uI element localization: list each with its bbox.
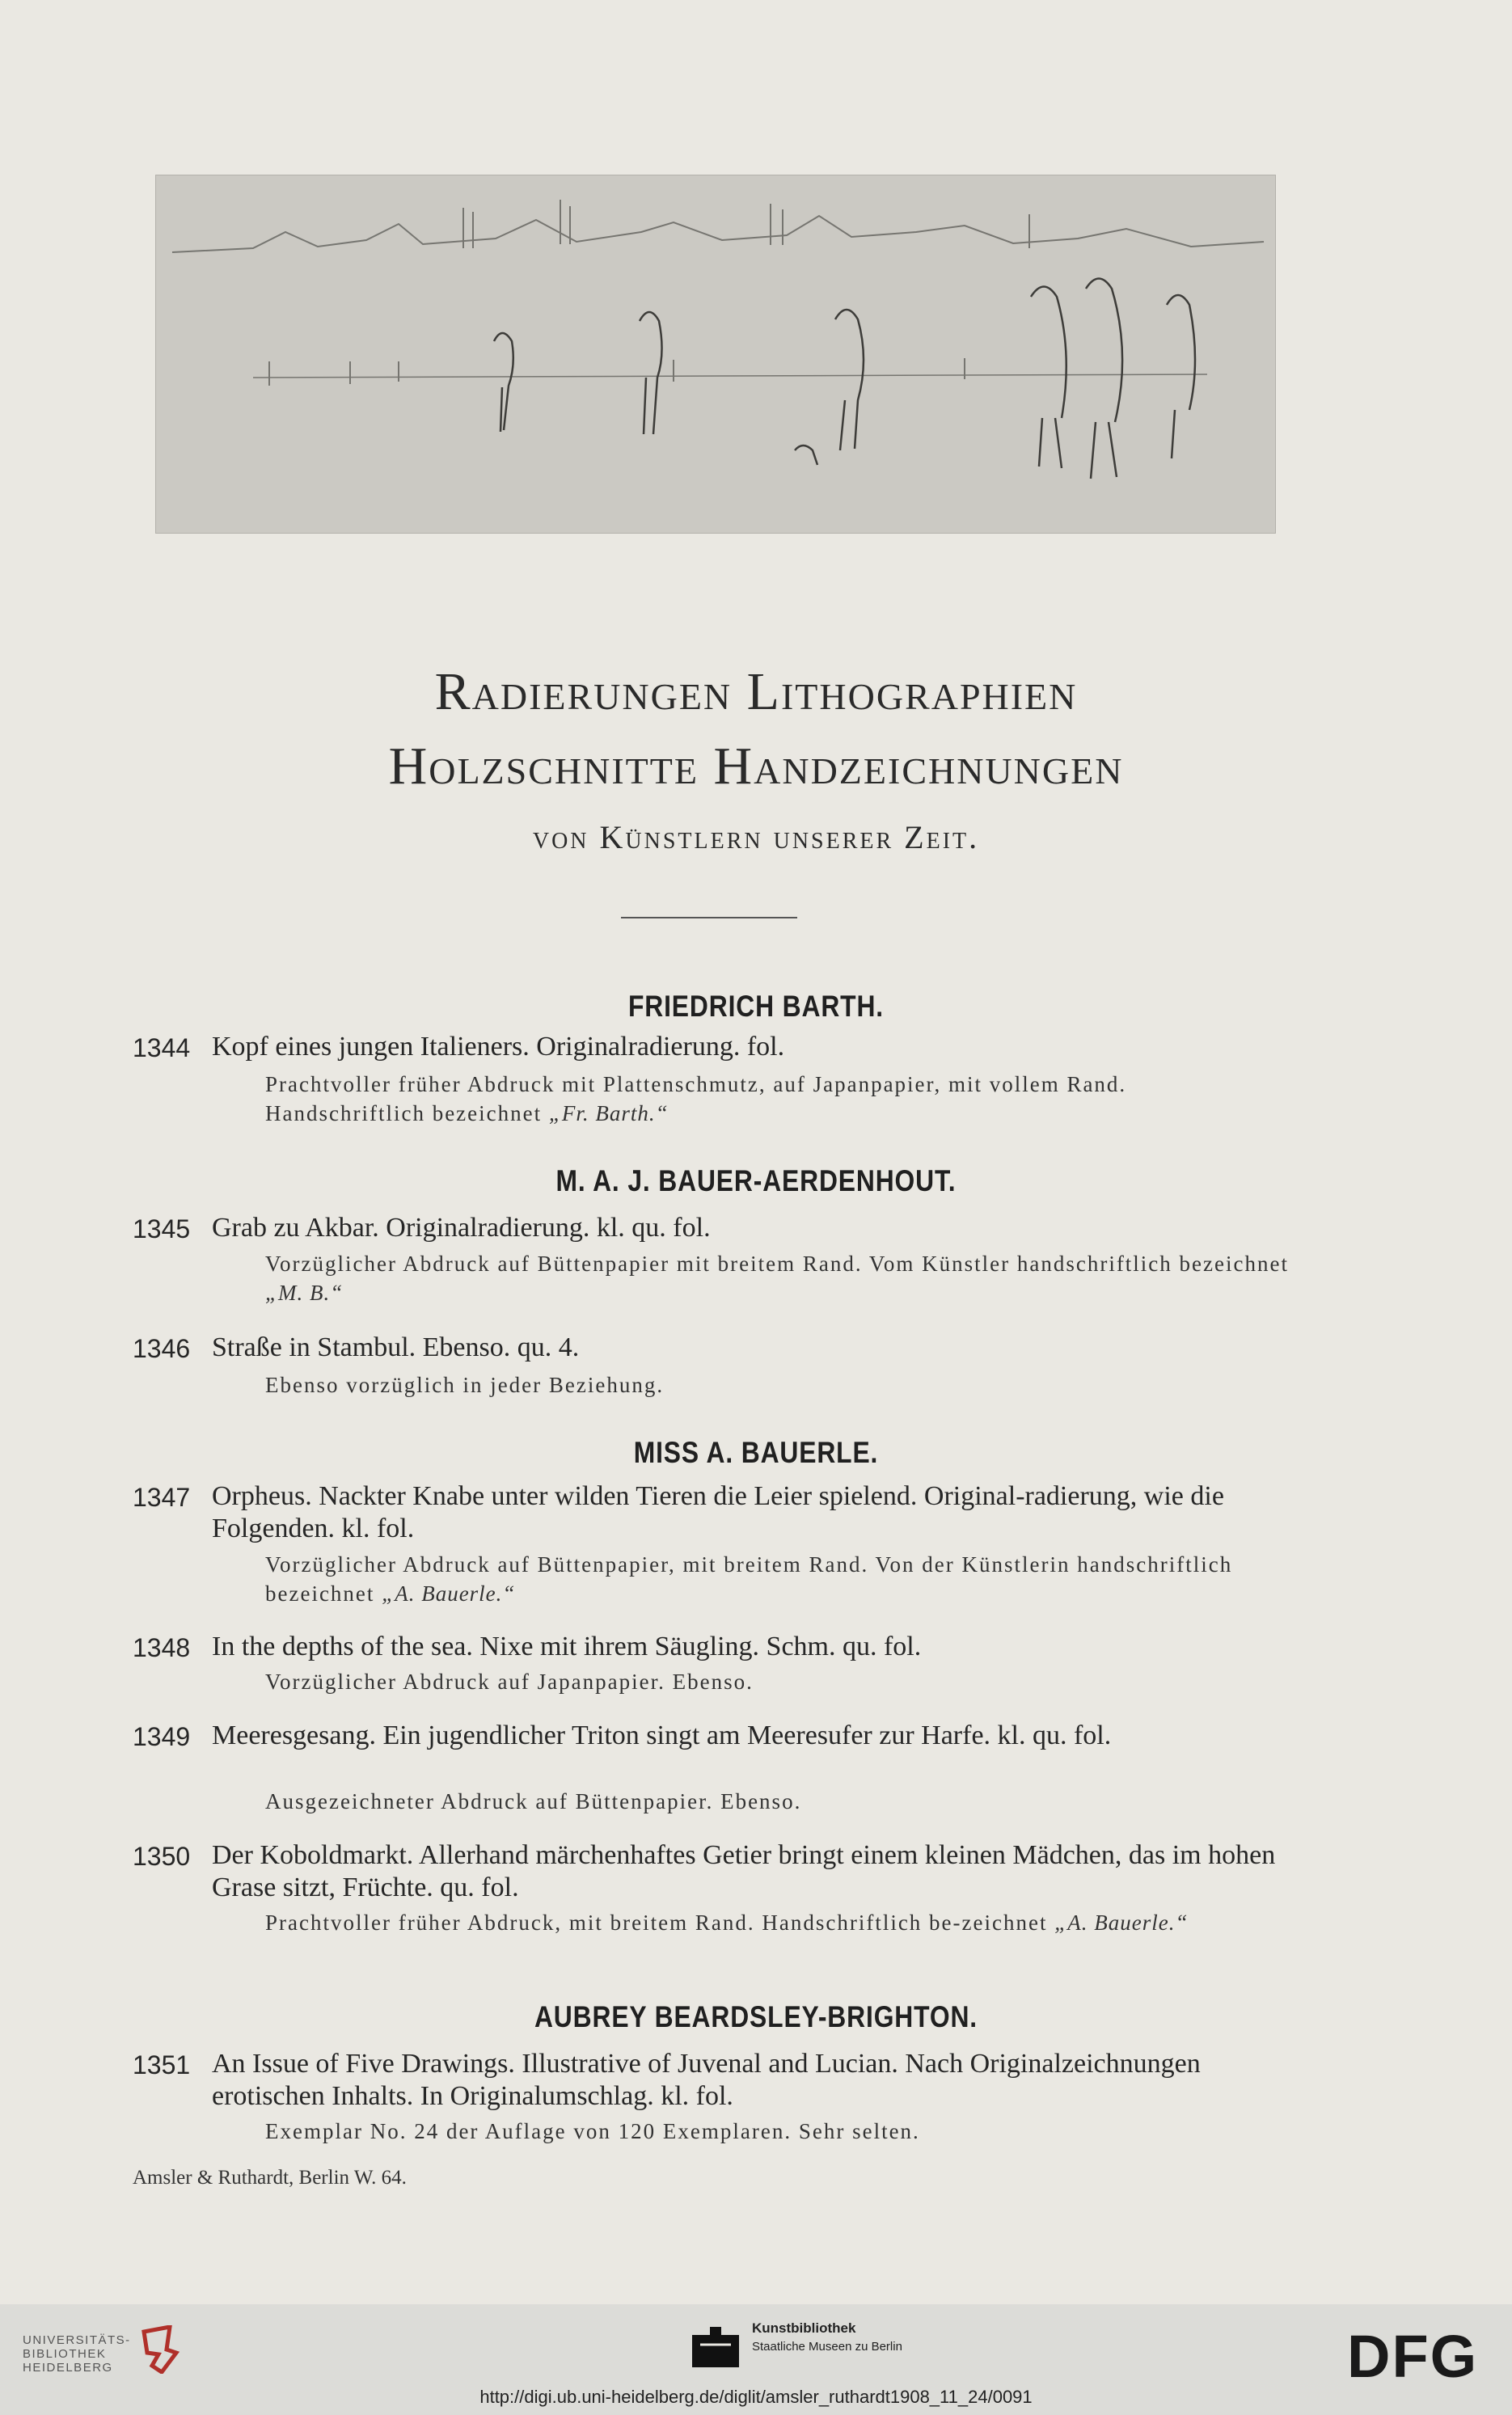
page-url[interactable]: http://digi.ub.uni-heidelberg.de/diglit/amsler_ruthardt1908_11_24/0091 (479, 2387, 1033, 2407)
entry-title: Der Koboldmarkt. Allerhand märchenhaftes Getier bringt einem kleinen Mädchen, das im hohen Grase sitzt, Früchte. qu. fol. (212, 1840, 1276, 1902)
artist-heading: FRIEDRICH BARTH. (627, 990, 885, 1023)
entry-number: 1347 (133, 1483, 191, 1512)
entry-title: In the depths of the sea. Nixe mit ihrem Säugling. Schm. qu. fol. (212, 1632, 922, 1661)
university-seal-icon (137, 2325, 183, 2374)
artist-heading: MISS A. BAUERLE. (633, 1436, 879, 1469)
entry-title: Straße in Stambul. Ebenso. qu. 4. (212, 1332, 580, 1362)
entry-title: Grab zu Akbar. Originalradierung. kl. qu. fol. (212, 1213, 711, 1243)
signature-text: „A. Bauerle.“ (382, 1581, 516, 1606)
signature-text: „A. Bauerle.“ (1054, 1910, 1189, 1935)
heading-line-1: Radierungen Lithographien (434, 662, 1078, 721)
artist-heading: M. A. J. BAUER-AERDENHOUT. (555, 1164, 957, 1197)
uni-logo-line-1: UNIVERSITÄTS- (23, 2333, 131, 2347)
kunstbibliothek-logo-icon (692, 2327, 739, 2367)
signature-text: „Fr. Barth.“ (548, 1101, 669, 1125)
entry-title: Orpheus. Nackter Knabe unter wilden Tieren die Leier spielend. Original-radierung, wie die Folgenden. kl. fol. (212, 1481, 1224, 1543)
publisher-line: Amsler & Ruthardt, Berlin W. 64. (133, 2167, 407, 2189)
entry-note: Vorzüglicher Abdruck auf Büttenpapier, mit breitem Rand. Von der Künstlerin handschriftlich bezeichnet „A. Bauerle.“ (265, 1552, 1233, 1606)
entry-number: 1345 (133, 1214, 191, 1243)
entry-note: Ebenso vorzüglich in jeder Beziehung. (265, 1373, 665, 1397)
entry-title: Kopf eines jungen Italieners. Originalradierung. fol. (212, 1032, 785, 1062)
entry-number: 1350 (133, 1842, 191, 1871)
entry-note: Vorzüglicher Abdruck auf Japanpapier. Ebenso. (265, 1670, 754, 1694)
entry-number: 1349 (133, 1722, 191, 1751)
uni-logo-line-2: BIBLIOTHEK (23, 2347, 107, 2361)
entry-number: 1351 (133, 2050, 191, 2079)
etching-drawing (156, 175, 1275, 533)
entry-number: 1346 (133, 1334, 191, 1363)
entry-note: Exemplar No. 24 der Auflage von 120 Exemplaren. Sehr selten. (265, 2119, 920, 2143)
kunstbibliothek-subtitle: Staatliche Museen zu Berlin (752, 2340, 902, 2354)
entry-title: An Issue of Five Drawings. Illustrative of Juvenal and Lucian. Nach Originalzeichnungen erotischen Inhalts. In Originalumschlag. kl. fol. (212, 2049, 1201, 2111)
heading-line-2: Holzschnitte Handzeichnungen (388, 737, 1124, 796)
etching-illustration (155, 175, 1276, 534)
entry-note: Ausgezeichneter Abdruck auf Büttenpapier. Ebenso. (265, 1789, 802, 1813)
signature-text: „M. B.“ (265, 1281, 344, 1305)
uni-logo-line-3: HEIDELBERG (23, 2361, 113, 2375)
artist-heading: AUBREY BEARDSLEY-BRIGHTON. (534, 2000, 978, 2033)
kunstbibliothek-label[interactable] (752, 2320, 902, 2354)
entry-note: Prachtvoller früher Abdruck mit Plattenschmutz, auf Japanpapier, mit vollem Rand. Handschriftlich bezeichnet „Fr. Barth.“ (265, 1072, 1127, 1125)
kunstbibliothek-name: Kunstbibliothek (752, 2320, 856, 2336)
divider-rule (621, 917, 797, 918)
university-library-logo[interactable] (23, 2333, 131, 2375)
heading-line-3: von Künstlern unserer Zeit. (532, 819, 980, 855)
entry-note: Vorzüglicher Abdruck auf Büttenpapier mit breitem Rand. Vom Künstler handschriftlich bezeichnet „M. B.“ (265, 1252, 1289, 1305)
entry-title: Meeresgesang. Ein jugendlicher Triton singt am Meeresufer zur Harfe. kl. qu. fol. (212, 1720, 1112, 1750)
entry-number: 1344 (133, 1033, 191, 1062)
dfg-logo[interactable]: DFG (1347, 2323, 1479, 2390)
entry-note: Prachtvoller früher Abdruck, mit breitem Rand. Handschriftlich be-zeichnet „A. Bauerle.“ (265, 1910, 1189, 1935)
entry-number: 1348 (133, 1633, 191, 1662)
